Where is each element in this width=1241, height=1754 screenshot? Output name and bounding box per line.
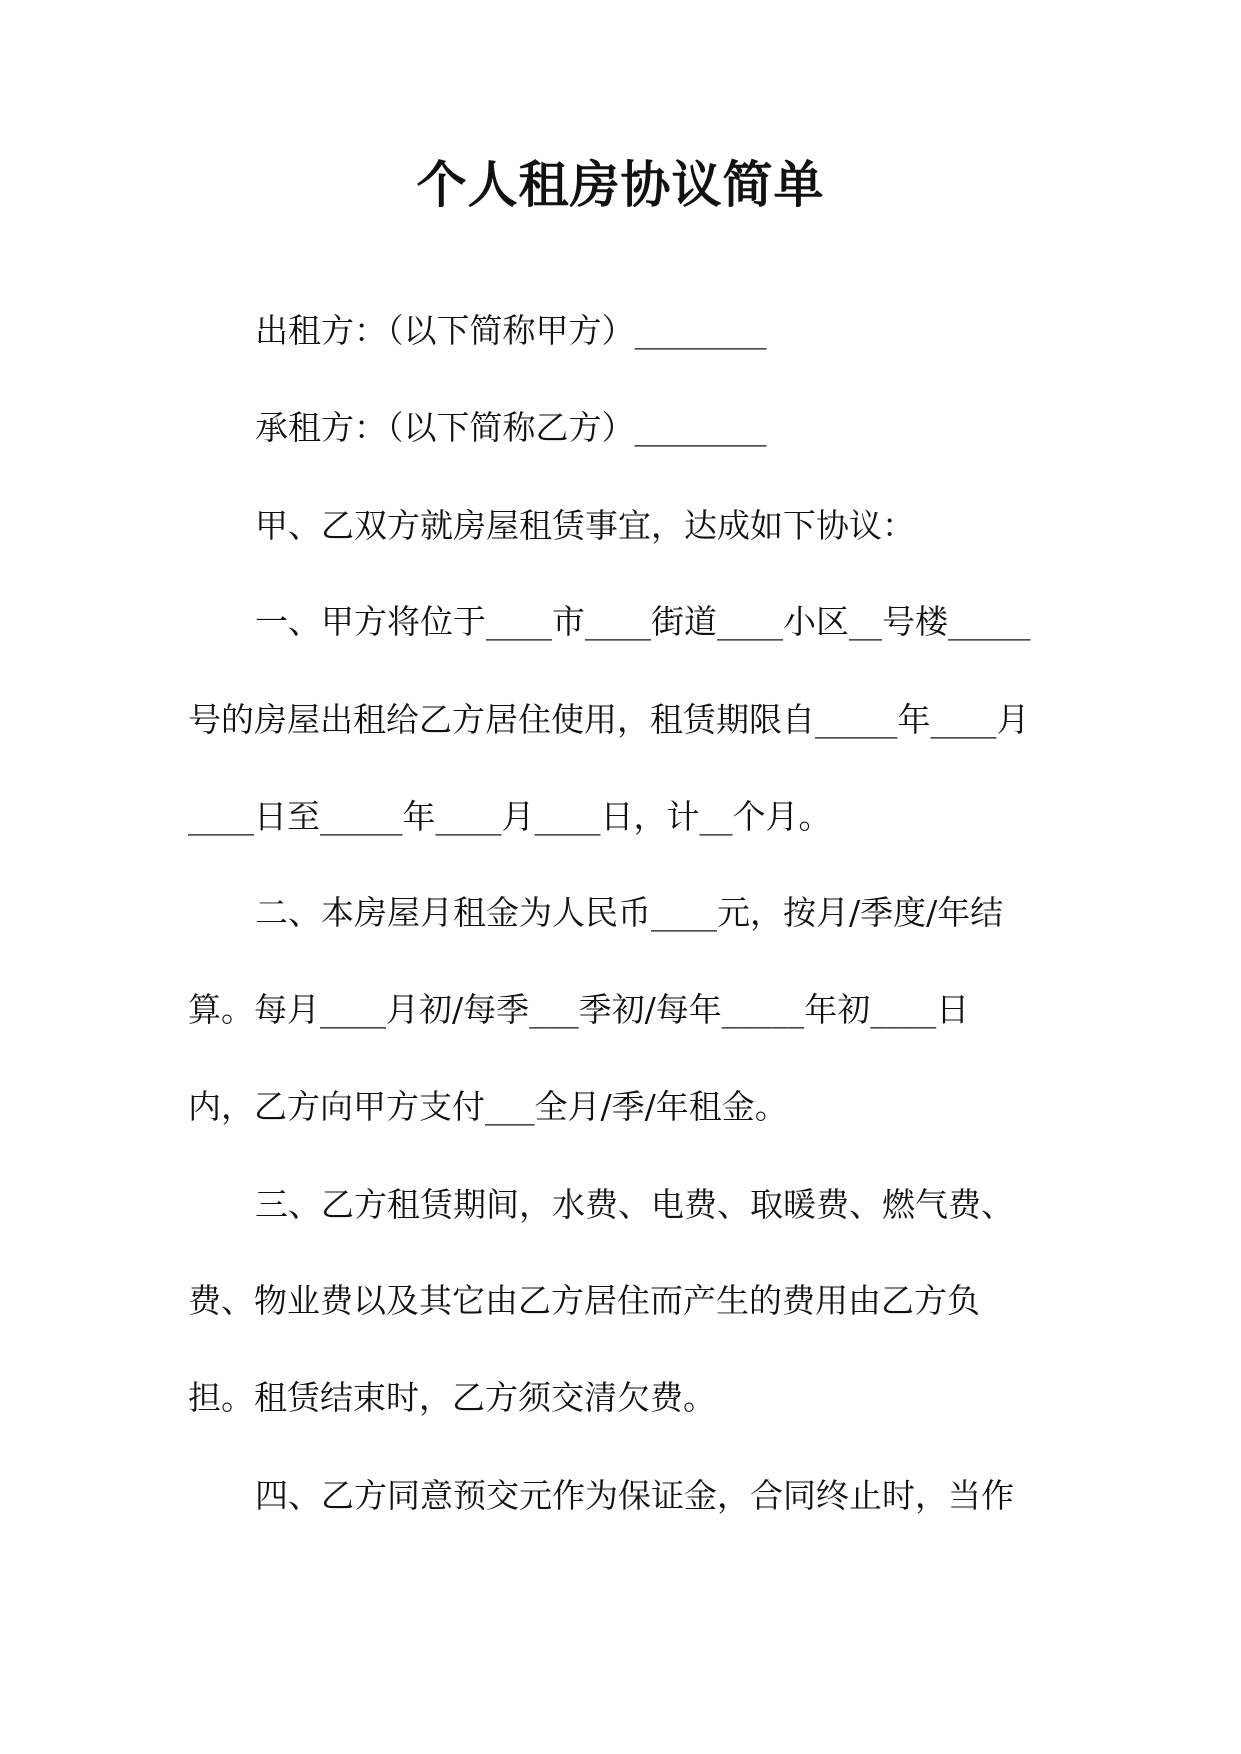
clause-3-line-1: 三、乙方租赁期间，水费、电费、取暖费、燃气费、	[255, 1185, 1014, 1224]
clause-2-line-3: 内，乙方向甲方支付___全月/季/年租金。	[188, 1087, 788, 1126]
clause-3-line-3: 担。租赁结束时，乙方须交清欠费。	[188, 1378, 716, 1417]
clause-3-line-2: 费、物业费以及其它由乙方居住而产生的费用由乙方负	[188, 1281, 980, 1320]
lessor-line: 出租方：（以下简称甲方）________	[255, 311, 767, 350]
clause-1-line-1: 一、甲方将位于____市____街道____小区__号楼_____	[255, 602, 1031, 641]
clause-2-line-2: 算。每月____月初/每季___季初/每年_____年初____日	[188, 990, 970, 1029]
clause-1-line-2: 号的房屋出租给乙方居住使用，租赁期限自_____年____月	[188, 700, 1030, 739]
clause-2-line-1: 二、本房屋月租金为人民币____元，按月/季度/年结	[255, 893, 1004, 932]
lessee-line: 承租方：（以下简称乙方）________	[255, 408, 767, 447]
clause-4-line-1: 四、乙方同意预交元作为保证金，合同终止时，当作	[255, 1476, 1014, 1515]
agreement-intro: 甲、乙双方就房屋租赁事宜，达成如下协议：	[255, 506, 915, 545]
clause-1-line-3: ____日至_____年____月____日，计__个月。	[188, 797, 832, 836]
document-title: 个人租房协议简单	[416, 156, 825, 214]
